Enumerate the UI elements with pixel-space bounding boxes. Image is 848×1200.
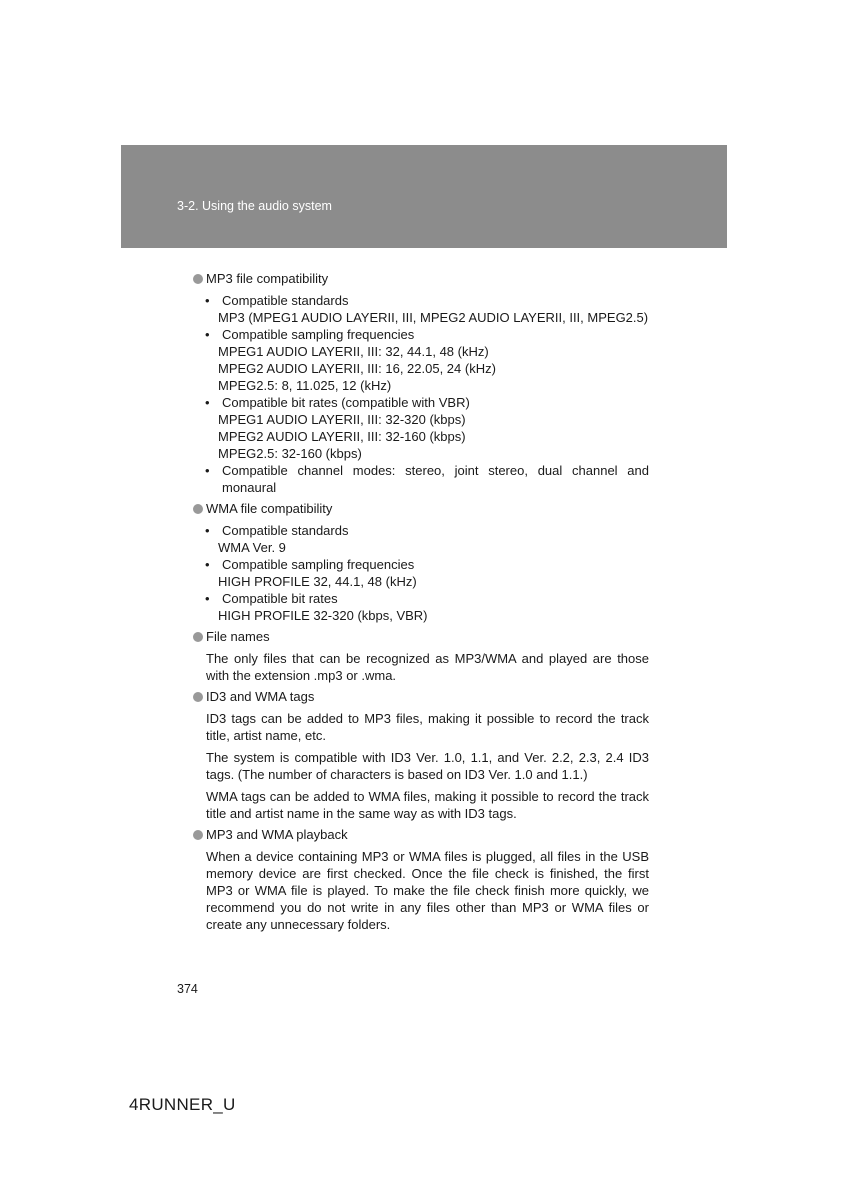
- bullet-dot-icon: [193, 504, 203, 514]
- paragraph: When a device containing MP3 or WMA files is plugged, all files in the USB memory device are first checked. Once the file check is finished, the first MP3 or WMA file is played. To make the file check finish more quickly, we recommend you do not write in any files other than MP3 or WMA files or create any unnecessary folders.: [206, 849, 649, 932]
- bullet-detail: MP3 (MPEG1 AUDIO LAYERII, III, MPEG2 AUDIO LAYERII, III, MPEG2.5): [218, 310, 649, 325]
- bullet-icon: •: [205, 395, 210, 410]
- heading-text: MP3 and WMA playback: [206, 827, 348, 842]
- bullet-title: Compatible bit rates (compatible with VBR): [222, 395, 470, 410]
- bullet-title: Compatible standards: [222, 523, 349, 538]
- bullet-icon: •: [205, 523, 210, 538]
- bullet-icon: •: [205, 557, 210, 572]
- bullet-title: Compatible sampling frequencies: [222, 557, 415, 572]
- list-item: [205, 326, 649, 343]
- page-number: 374: [177, 982, 198, 996]
- bullet-detail: WMA Ver. 9: [218, 540, 286, 555]
- model-code: 4RUNNER_U: [129, 1095, 236, 1114]
- section-heading-file-names: [193, 628, 649, 645]
- bullet-dot-icon: [193, 830, 203, 840]
- section-heading-mp3: [193, 270, 649, 287]
- wma-bullet-list: [193, 522, 649, 624]
- list-item: [205, 394, 649, 411]
- paragraph: The only files that can be recognized as MP3/WMA and played are those with the extension .mp3 or .wma.: [206, 651, 649, 683]
- bullet-dot-icon: [193, 632, 203, 642]
- list-item: [205, 292, 649, 309]
- paragraph: ID3 tags can be added to MP3 files, making it possible to record the track title, artist name, etc.: [206, 711, 649, 743]
- paragraph: WMA tags can be added to WMA files, making it possible to record the track title and artist name in the same way as with ID3 tags.: [206, 789, 649, 821]
- section-heading-playback: [193, 826, 649, 843]
- section-heading-wma: [193, 500, 649, 517]
- heading-text: ID3 and WMA tags: [206, 689, 315, 704]
- mp3-bullet-list: [193, 292, 649, 496]
- bullet-title: Compatible standards: [222, 293, 349, 308]
- section-heading-tags: [193, 688, 649, 705]
- heading-text: MP3 file compatibility: [206, 271, 329, 286]
- bullet-detail: MPEG2.5: 8, 11.025, 12 (kHz): [218, 378, 392, 393]
- bullet-detail: HIGH PROFILE 32, 44.1, 48 (kHz): [218, 574, 417, 589]
- bullet-title: Compatible sampling frequencies: [222, 327, 415, 342]
- bullet-icon: •: [205, 591, 210, 606]
- bullet-title: Compatible channel modes: stereo, joint stereo, dual channel and monaural: [222, 463, 649, 495]
- bullet-title: Compatible bit rates: [222, 591, 338, 606]
- bullet-detail: MPEG2.5: 32-160 (kbps): [218, 446, 362, 461]
- list-item: [205, 556, 649, 573]
- list-item: [205, 590, 649, 607]
- bullet-detail: HIGH PROFILE 32-320 (kbps, VBR): [218, 608, 428, 623]
- bullet-icon: •: [205, 293, 210, 308]
- list-item: [205, 522, 649, 539]
- paragraph: The system is compatible with ID3 Ver. 1.0, 1.1, and Ver. 2.2, 2.3, 2.4 ID3 tags. (The number of characters is based on ID3 Ver. 1.0 and 1.1.): [206, 750, 649, 782]
- page-content: [193, 270, 649, 933]
- heading-text: WMA file compatibility: [206, 501, 333, 516]
- section-header-band: [121, 145, 727, 248]
- section-title: 3-2. Using the audio system: [177, 199, 332, 213]
- bullet-detail: MPEG1 AUDIO LAYERII, III: 32-320 (kbps): [218, 412, 466, 427]
- bullet-icon: •: [205, 327, 210, 342]
- bullet-detail: MPEG2 AUDIO LAYERII, III: 16, 22.05, 24 (kHz): [218, 361, 496, 376]
- bullet-icon: •: [205, 463, 210, 478]
- list-item: [205, 462, 649, 496]
- bullet-detail: MPEG2 AUDIO LAYERII, III: 32-160 (kbps): [218, 429, 466, 444]
- heading-text: File names: [206, 629, 270, 644]
- bullet-detail: MPEG1 AUDIO LAYERII, III: 32, 44.1, 48 (kHz): [218, 344, 489, 359]
- bullet-dot-icon: [193, 692, 203, 702]
- bullet-dot-icon: [193, 274, 203, 284]
